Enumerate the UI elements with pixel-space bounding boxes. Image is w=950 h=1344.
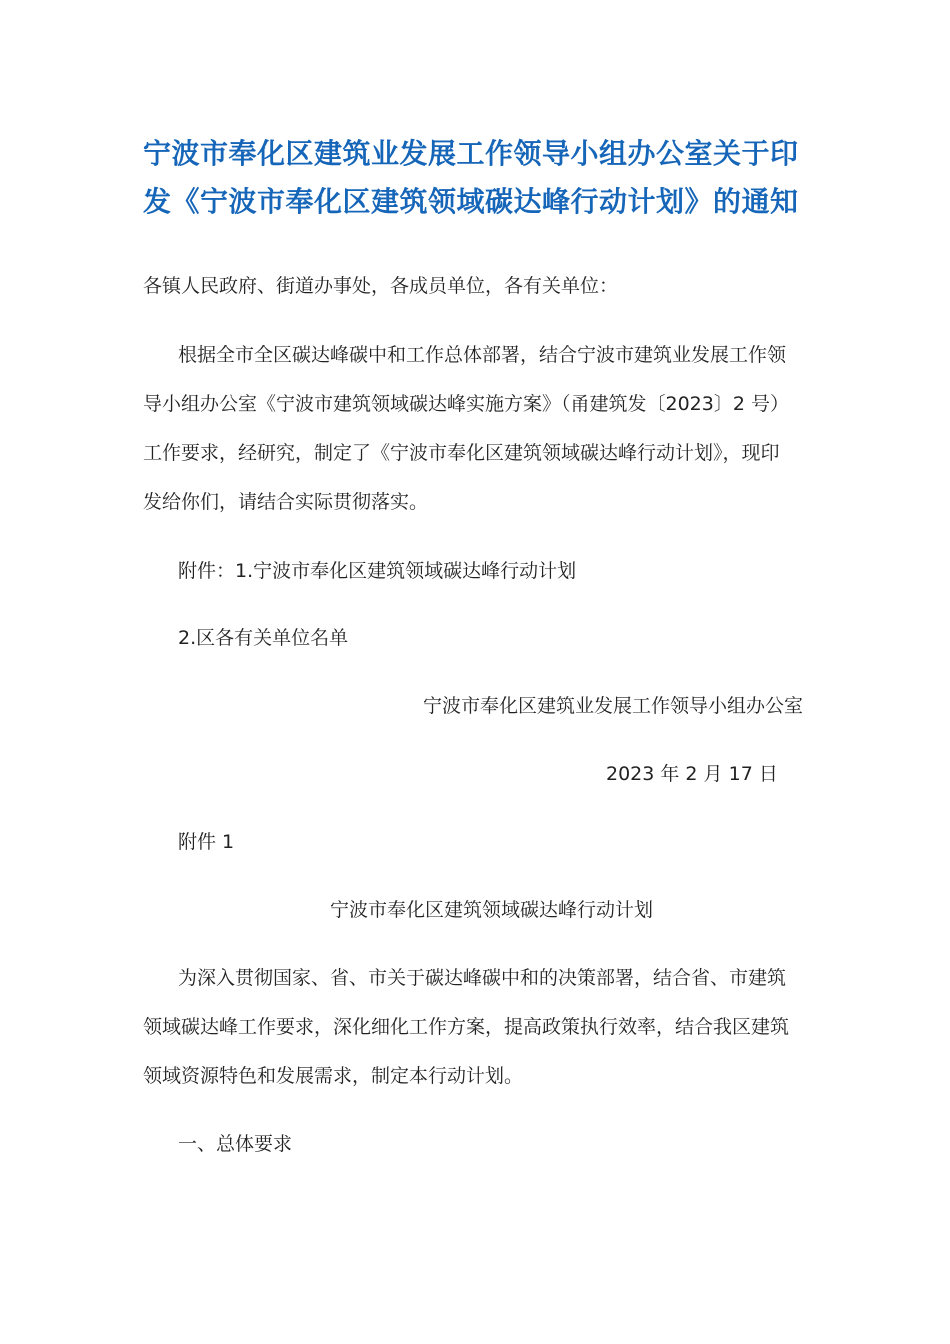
title-line-1: 宁波市奉化区建筑业发展工作领导小组办公室关于印 [143,137,799,170]
section-heading-1: 一、总体要求 [178,1133,293,1155]
body-para1-line3: 工作要求，经研究，制定了《宁波市奉化区建筑领域碳达峰行动计划》，现印 [143,442,780,464]
body-para2-line1: 为深入贯彻国家、省、市关于碳达峰碳中和的决策部署，结合省、市建筑 [178,967,787,989]
body-para2-line2: 领域碳达峰工作要求，深化细化工作方案，提高政策执行效率，结合我区建筑 [143,1016,790,1038]
annex-label: 附件 1 [178,831,235,853]
body-para2-line3: 领域资源特色和发展需求，制定本行动计划。 [143,1065,524,1087]
body-para1-line2: 导小组办公室《宁波市建筑领域碳达峰实施方案》（甬建筑发〔2023〕2 号） [143,393,789,415]
attachment-item-1: 附件：1.宁波市奉化区建筑领域碳达峰行动计划 [178,560,577,582]
signature-org: 宁波市奉化区建筑业发展工作领导小组办公室 [423,695,804,717]
title-line-2: 发《宁波市奉化区建筑领域碳达峰行动计划》的通知 [143,185,799,218]
salutation: 各镇人民政府、街道办事处，各成员单位，各有关单位： [143,275,619,297]
document-title [143,130,823,226]
body-para1-line1: 根据全市全区碳达峰碳中和工作总体部署，结合宁波市建筑业发展工作领 [178,344,787,366]
signature-date: 2023 年 2 月 17 日 [606,763,778,785]
annex-title: 宁波市奉化区建筑领域碳达峰行动计划 [330,899,654,921]
attachment-item-2: 2.区各有关单位名单 [178,627,349,649]
body-para1-line4: 发给你们，请结合实际贯彻落实。 [143,491,429,513]
